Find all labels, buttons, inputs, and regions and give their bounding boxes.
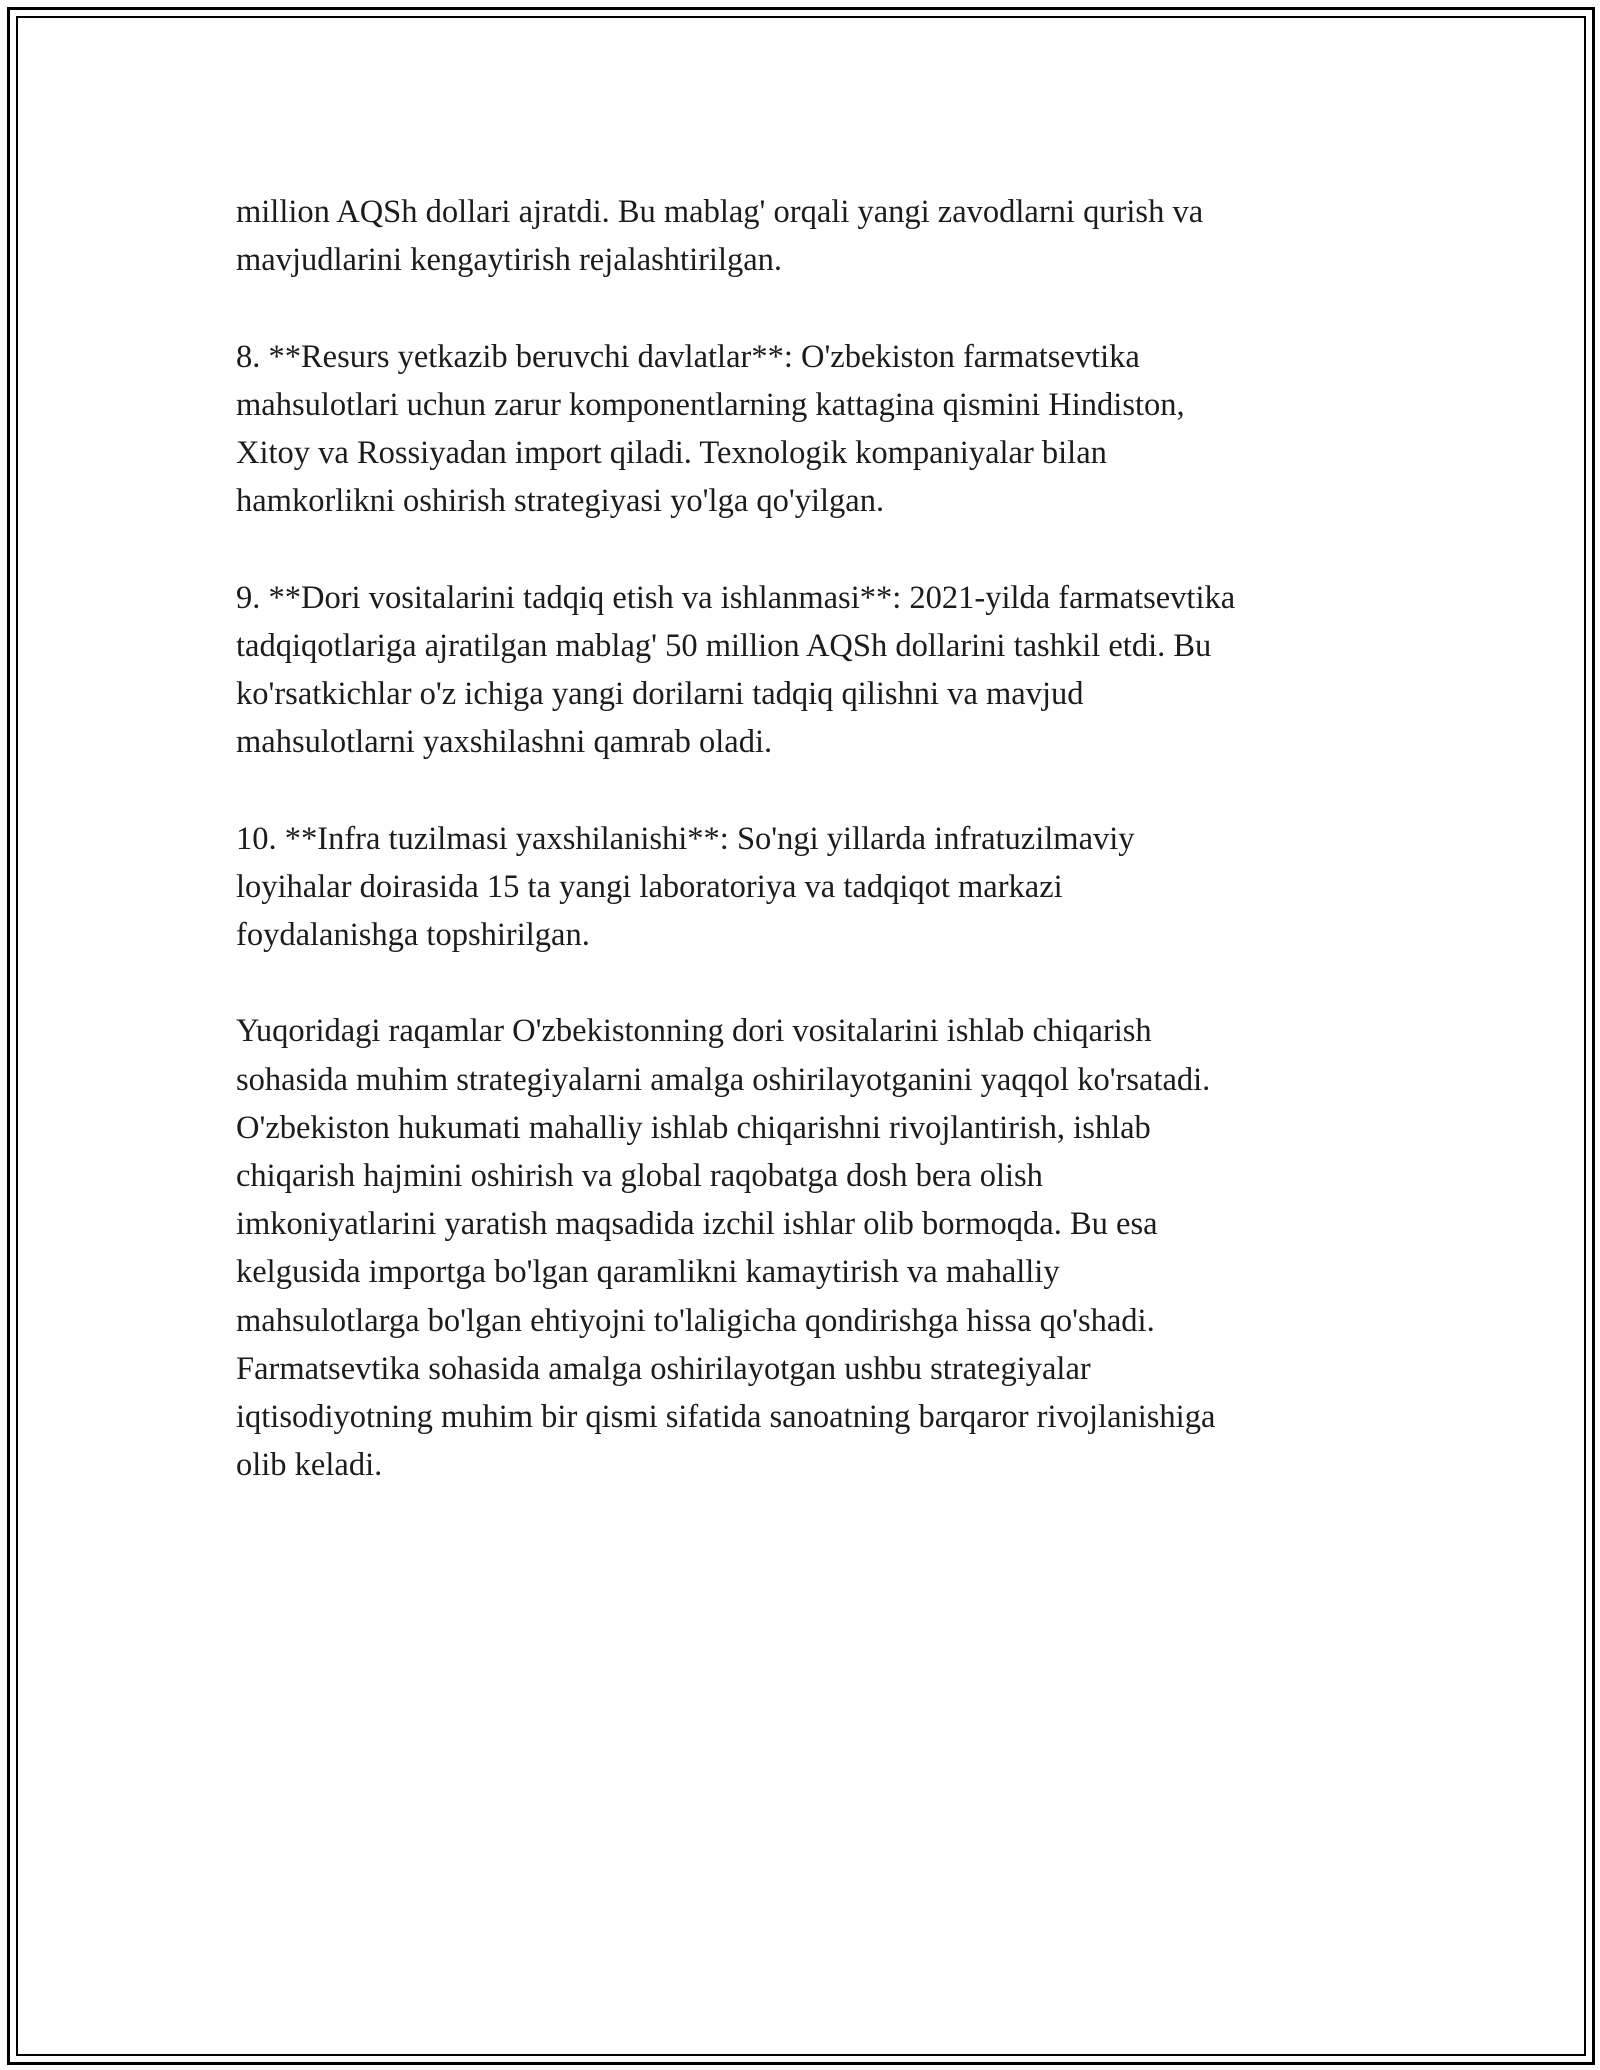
text-line: O'zbekiston hukumati mahalliy ishlab chiqarishni rivojlantirish, ishlab [236,1109,1151,1146]
text-line: 8. **Resurs yetkazib beruvchi davlatlar**: O'zbekiston farmatsevtika [236,338,1140,375]
text-line: Xitoy va Rossiyadan import qiladi. Texnologik kompaniyalar bilan [236,435,1107,471]
text-line: Yuqoridagi raqamlar O'zbekistonning dori vositalarini ishlab chiqarish [236,1013,1152,1050]
text-line: hamkorlikni oshirish strategiyasi yo'lga qo'yilgan. [236,483,885,520]
document-body [236,188,1396,1538]
text-line: chiqarish hajmini oshirish va global raqobatga dosh bera olish [236,1158,1043,1194]
paragraph-item-10-infrastructure [236,815,1396,960]
text-line: olib keladi. [236,1447,383,1484]
paragraph-item-9-drug-research [236,574,1396,767]
text-line: ko'rsatkichlar o'z ichiga yangi dorilarni tadqiq qilishni va mavjud [236,676,1084,712]
text-line: million AQSh dollari ajratdi. Bu mablag' orqali yangi zavodlarni qurish va [236,194,1204,230]
text-line: foydalanishga topshirilgan. [236,917,590,953]
text-line: tadqiqotlariga ajratilgan mablag' 50 million AQSh dollarini tashkil etdi. Bu [236,627,1212,664]
paragraph-funding-continuation [236,188,1396,284]
paragraph-item-8-resource-suppliers [236,333,1396,526]
text-line: mahsulotlarga bo'lgan ehtiyojni to'laligicha qondirishga hissa qo'shadi. [236,1302,1155,1339]
text-line: mahsulotlarni yaxshilashni qamrab oladi. [236,724,773,761]
text-line: imkoniyatlarini yaratish maqsadida izchil ishlar olib bormoqda. Bu esa [236,1206,1158,1243]
paragraph-conclusion [236,1007,1396,1489]
text-line: iqtisodiyotning muhim bir qismi sifatida sanoatning barqaror rivojlanishiga [236,1399,1216,1436]
text-line: 10. **Infra tuzilmasi yaxshilanishi**: So'ngi yillarda infratuzilmaviy [236,820,1135,857]
text-line: mavjudlarini kengaytirish rejalashtirilgan. [236,242,783,279]
text-line: sohasida muhim strategiyalarni amalga oshirilayotganini yaqqol ko'rsatadi. [236,1061,1211,1098]
text-line: mahsulotlari uchun zarur komponentlarning kattagina qismini Hindiston, [236,386,1185,423]
text-line: 9. **Dori vositalarini tadqiq etish va ishlanmasi**: 2021-yilda farmatsevtika [236,579,1236,616]
text-line: kelgusida importga bo'lgan qaramlikni kamaytirish va mahalliy [236,1254,1060,1291]
text-line: Farmatsevtika sohasida amalga oshirilayotgan ushbu strategiyalar [236,1350,1091,1387]
text-line: loyihalar doirasida 15 ta yangi laboratoriya va tadqiqot markazi [236,868,1063,905]
